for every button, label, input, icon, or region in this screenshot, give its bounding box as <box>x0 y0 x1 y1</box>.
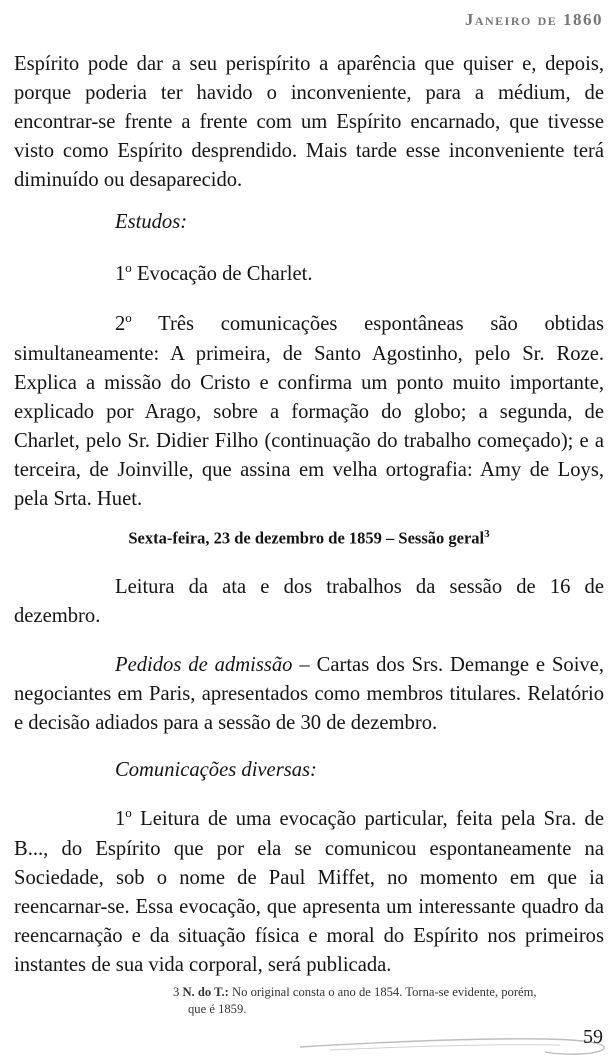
session-title: Sexta-feira, 23 de dezembro de 1859 – Sessão geral <box>128 528 485 548</box>
footnote-continuation: que é 1859. <box>188 1002 247 1016</box>
ordinal-mark: o <box>125 260 132 275</box>
footnote-label: N. do T.: <box>182 985 229 999</box>
comunicacoes-heading: Comunicações diversas: <box>115 759 317 781</box>
footnote-number: 3 <box>173 985 180 999</box>
ordinal-mark: o <box>125 310 132 325</box>
item-text: Três comunicações espontâneas são obtidas simultaneamente: A primeira, de Santo Agostinho, pelo Sr. Roze. Explica a missão do Cristo e confirma um ponto muito importante, explicado por Arago, sobre a formação do globo; a segunda, de Charlet, pelo Sr. Didier Filho (continuação do trabalho começado); e a terceira, de Joinville, que assina em velha ortografia: Amy de Loys, pela Srta. Huet. <box>14 313 604 510</box>
paragraph-text: Espírito pode dar a seu perispírito a aparência que quiser e, depois, porque poderia ter havido o inconveniente, para a médium, de encontrar-se frente a frente com um Espírito encarnado, que tivesse visto como Espírito desprendido. Mais tarde esse inconveniente terá diminuído ou desaparecido. <box>14 53 604 191</box>
section-comunicacoes <box>14 756 604 785</box>
item-number: 1 <box>115 808 126 830</box>
item-text: Evocação de Charlet. <box>131 263 313 285</box>
section-estudos <box>14 208 604 237</box>
item-number: 1 <box>115 263 126 285</box>
estudos-heading: Estudos: <box>115 211 188 233</box>
item-number: 2 <box>115 313 126 335</box>
study-item-1 <box>14 260 604 290</box>
paragraph-leitura <box>14 573 604 631</box>
pedidos-label: Pedidos de admissão <box>115 654 293 676</box>
session-heading <box>14 528 604 549</box>
running-header: Janeiro de 1860 <box>464 10 603 29</box>
paragraph-continuation <box>14 50 604 195</box>
communication-item-1 <box>14 805 604 980</box>
ordinal-mark: o <box>125 805 132 820</box>
paragraph-pedidos <box>14 651 604 738</box>
study-item-2 <box>14 310 604 514</box>
page-number: 59 <box>583 1026 603 1048</box>
page-ornament <box>0 1018 615 1062</box>
item-text: Leitura de uma evocação particular, feita pela Sra. de B..., do Espírito que por ela se comunicou espontaneamente na Sociedade, sob o nome de Paul Miffet, no momento em que ia reencarnar-se. Essa evocação, que apresenta um interessante quadro da reencarnação e da situação física e moral do Espírito nos primeiros instantes de sua vida corporal, será publicada. <box>14 808 604 976</box>
pedidos-text: – Cartas dos Srs. Demange e Soive, negociantes em Paris, apresentados como membros titulares. Relatório e decisão adiados para a sessão de 30 de dezembro. <box>14 654 605 734</box>
paragraph-text: Leitura da ata e dos trabalhos da sessão de 16 de dezembro. <box>14 576 604 627</box>
footnote <box>173 984 605 1018</box>
footnote-ref[interactable]: 3 <box>484 528 490 540</box>
footnote-text: No original consta o ano de 1854. Torna-se evidente, porém, <box>228 985 537 999</box>
